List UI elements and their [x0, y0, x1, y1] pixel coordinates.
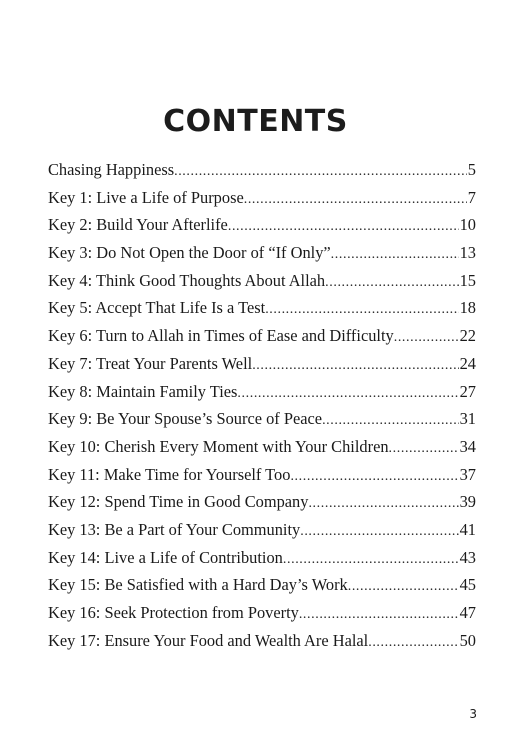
- toc-entry-title: Key 3: Do Not Open the Door of “If Only”: [48, 243, 331, 263]
- toc-entry-title: Key 16: Seek Protection from Poverty: [48, 603, 299, 622]
- toc-entry-page: 7: [467, 187, 476, 207]
- toc-entry-page: 31: [459, 409, 476, 429]
- toc-entry[interactable]: [48, 548, 476, 576]
- toc-entry-title: Key 15: Be Satisfied with a Hard Day’s Work: [48, 575, 348, 595]
- dot-leader: [265, 302, 458, 318]
- toc-entry-page: 45: [459, 575, 476, 595]
- toc-entry-page: 34: [459, 436, 476, 456]
- toc-entry[interactable]: [48, 160, 476, 188]
- toc-entry[interactable]: [48, 271, 476, 299]
- toc-entry-page: 10: [459, 215, 476, 235]
- dot-leader: [368, 635, 458, 651]
- toc-entry[interactable]: [48, 603, 476, 631]
- dot-leader: [290, 469, 458, 485]
- toc-entry[interactable]: [48, 326, 476, 354]
- table-of-contents: [48, 160, 476, 658]
- dot-leader: [325, 275, 458, 291]
- toc-entry-page: 39: [459, 492, 476, 512]
- dot-leader: [299, 607, 459, 623]
- page-number: 3: [469, 707, 477, 721]
- dot-leader: [283, 552, 459, 568]
- toc-entry-page: 50: [459, 630, 476, 650]
- toc-entry-title: Key 12: Spend Time in Good Company: [48, 492, 309, 512]
- toc-entry[interactable]: [48, 382, 476, 410]
- toc-entry-title: Chasing Happiness: [48, 160, 175, 179]
- toc-entry[interactable]: [48, 188, 476, 216]
- toc-entry[interactable]: [48, 215, 476, 243]
- toc-entry[interactable]: [48, 492, 476, 520]
- toc-entry[interactable]: [48, 465, 476, 493]
- toc-entry-page: 24: [459, 353, 476, 373]
- toc-entry-title: Key 4: Think Good Thoughts About Allah: [48, 270, 326, 290]
- dot-leader: [389, 441, 459, 457]
- toc-entry-title: Key 5: Accept That Life Is a Test: [48, 298, 266, 318]
- toc-entry-title: Key 17: Ensure Your Food and Wealth Are Halal: [48, 630, 369, 650]
- toc-entry[interactable]: [48, 575, 476, 603]
- toc-entry-title: Key 11: Make Time for Yourself Too: [48, 464, 291, 484]
- toc-entry-title: Key 2: Build Your Afterlife: [48, 215, 228, 235]
- toc-entry-page: 13: [459, 243, 476, 263]
- toc-entry-title: Key 7: Treat Your Parents Well: [48, 353, 253, 373]
- toc-entry-page: 27: [459, 381, 476, 401]
- toc-entry-page: 15: [459, 270, 476, 290]
- toc-entry-page: 18: [459, 298, 476, 318]
- dot-leader: [348, 579, 459, 595]
- dot-leader: [237, 386, 458, 402]
- toc-entry-page: 5: [467, 160, 476, 179]
- dot-leader: [322, 413, 459, 429]
- dot-leader: [300, 524, 458, 540]
- toc-entry[interactable]: [48, 354, 476, 382]
- toc-entry-page: 22: [459, 326, 476, 346]
- dot-leader: [244, 192, 467, 208]
- dot-leader: [174, 164, 467, 180]
- dot-leader: [308, 496, 458, 512]
- dot-leader: [252, 358, 458, 374]
- toc-entry-title: Key 14: Live a Life of Contribution: [48, 547, 283, 567]
- page-title: CONTENTS: [163, 104, 348, 140]
- toc-entry[interactable]: [48, 520, 476, 548]
- toc-entry-title: Key 9: Be Your Spouse’s Source of Peace: [48, 409, 323, 429]
- toc-entry-title: Key 13: Be a Part of Your Community: [48, 519, 301, 539]
- dot-leader: [394, 330, 459, 346]
- toc-entry-title: Key 10: Cherish Every Moment with Your Children: [48, 436, 389, 456]
- toc-entry-title: Key 6: Turn to Allah in Times of Ease and Difficulty: [48, 326, 394, 346]
- toc-entry[interactable]: [48, 243, 476, 271]
- toc-entry-title: Key 1: Live a Life of Purpose: [48, 187, 244, 207]
- toc-entry-page: 43: [459, 547, 476, 567]
- dot-leader: [228, 219, 459, 235]
- toc-entry-page: 47: [459, 603, 476, 622]
- toc-entry[interactable]: [48, 437, 476, 465]
- toc-entry[interactable]: [48, 409, 476, 437]
- toc-entry-page: 37: [459, 464, 476, 484]
- toc-entry[interactable]: [48, 631, 476, 659]
- dot-leader: [331, 247, 459, 263]
- toc-entry-page: 41: [459, 519, 476, 539]
- toc-entry-title: Key 8: Maintain Family Ties: [48, 381, 238, 401]
- toc-entry[interactable]: [48, 298, 476, 326]
